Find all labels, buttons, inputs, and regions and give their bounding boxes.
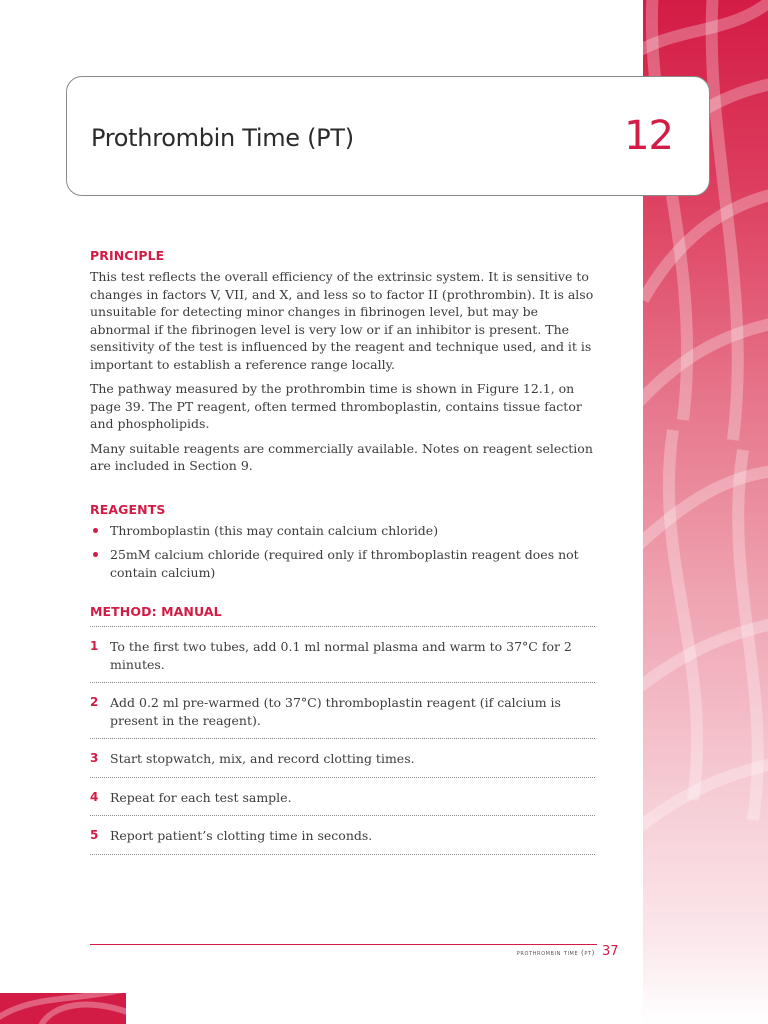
page-number: 37 [602,944,619,959]
method-step [90,627,595,683]
bullet-icon [93,552,98,557]
principle-paragraph: The pathway measured by the prothrombin time is shown in Figure 12.1, on page 39. The PT reagent, often termed thromboplastin, contains tissue factor and phospholipids. [90,381,582,431]
reagent-text: 25mM calcium chloride (required only if thromboplastin reagent does not contain calcium) [110,547,579,580]
step-text: To the first two tubes, add 0.1 ml normal plasma and warm to 37°C for 2 minutes. [110,639,572,672]
step-text: Repeat for each test sample. [110,789,292,805]
step-number: 1 [90,639,99,653]
step-number: 4 [90,789,99,804]
method-step [90,683,595,739]
step-number: 2 [90,695,99,709]
step-number: 3 [90,751,99,765]
method-step [90,816,595,855]
decorative-corner-pattern [0,993,126,1024]
bullet-icon [93,528,98,533]
principle-paragraph: Many suitable reagents are commercially available. Notes on reagent selection are included in Section 9. [90,440,593,473]
list-item [90,522,595,540]
reagents-list [90,522,595,582]
method-heading: METHOD: MANUAL [90,604,222,619]
step-text: Add 0.2 ml pre-warmed (to 37°C) thromboplastin reagent (if calcium is present in the reagent). [110,695,561,728]
main-content [90,248,595,855]
principle-heading: PRINCIPLE [90,248,165,263]
step-number: 5 [90,828,99,842]
method-step [90,739,595,778]
step-text: Start stopwatch, mix, and record clotting times. [110,751,415,766]
reagent-text: Thromboplastin (this may contain calcium chloride) [110,522,439,538]
chapter-number: 12 [624,113,673,159]
chapter-header-box [66,76,710,196]
method-step [90,778,595,817]
list-item [90,546,595,581]
chapter-title: Prothrombin Time (PT) [91,124,354,152]
footer-rule [90,944,597,945]
running-title: prothrombin time (pt) [516,949,595,957]
principle-paragraph: This test reflects the overall efficiency of the extrinsic system. It is sensitive to changes in factors V, VII, and X, and less so to factor II (prothrombin). It is also unsuitable for detecting minor changes in fibrinogen level, but may be abnormal if the fibrinogen level is very low or if an inhibitor is present. The sensitivity of the test is influenced by the reagent and technique used, and it is important to establish a reference range locally. [90,269,594,372]
decorative-corner-block [0,993,126,1024]
reagents-heading: REAGENTS [90,501,166,517]
step-text: Report patient’s clotting time in seconds. [110,828,373,843]
